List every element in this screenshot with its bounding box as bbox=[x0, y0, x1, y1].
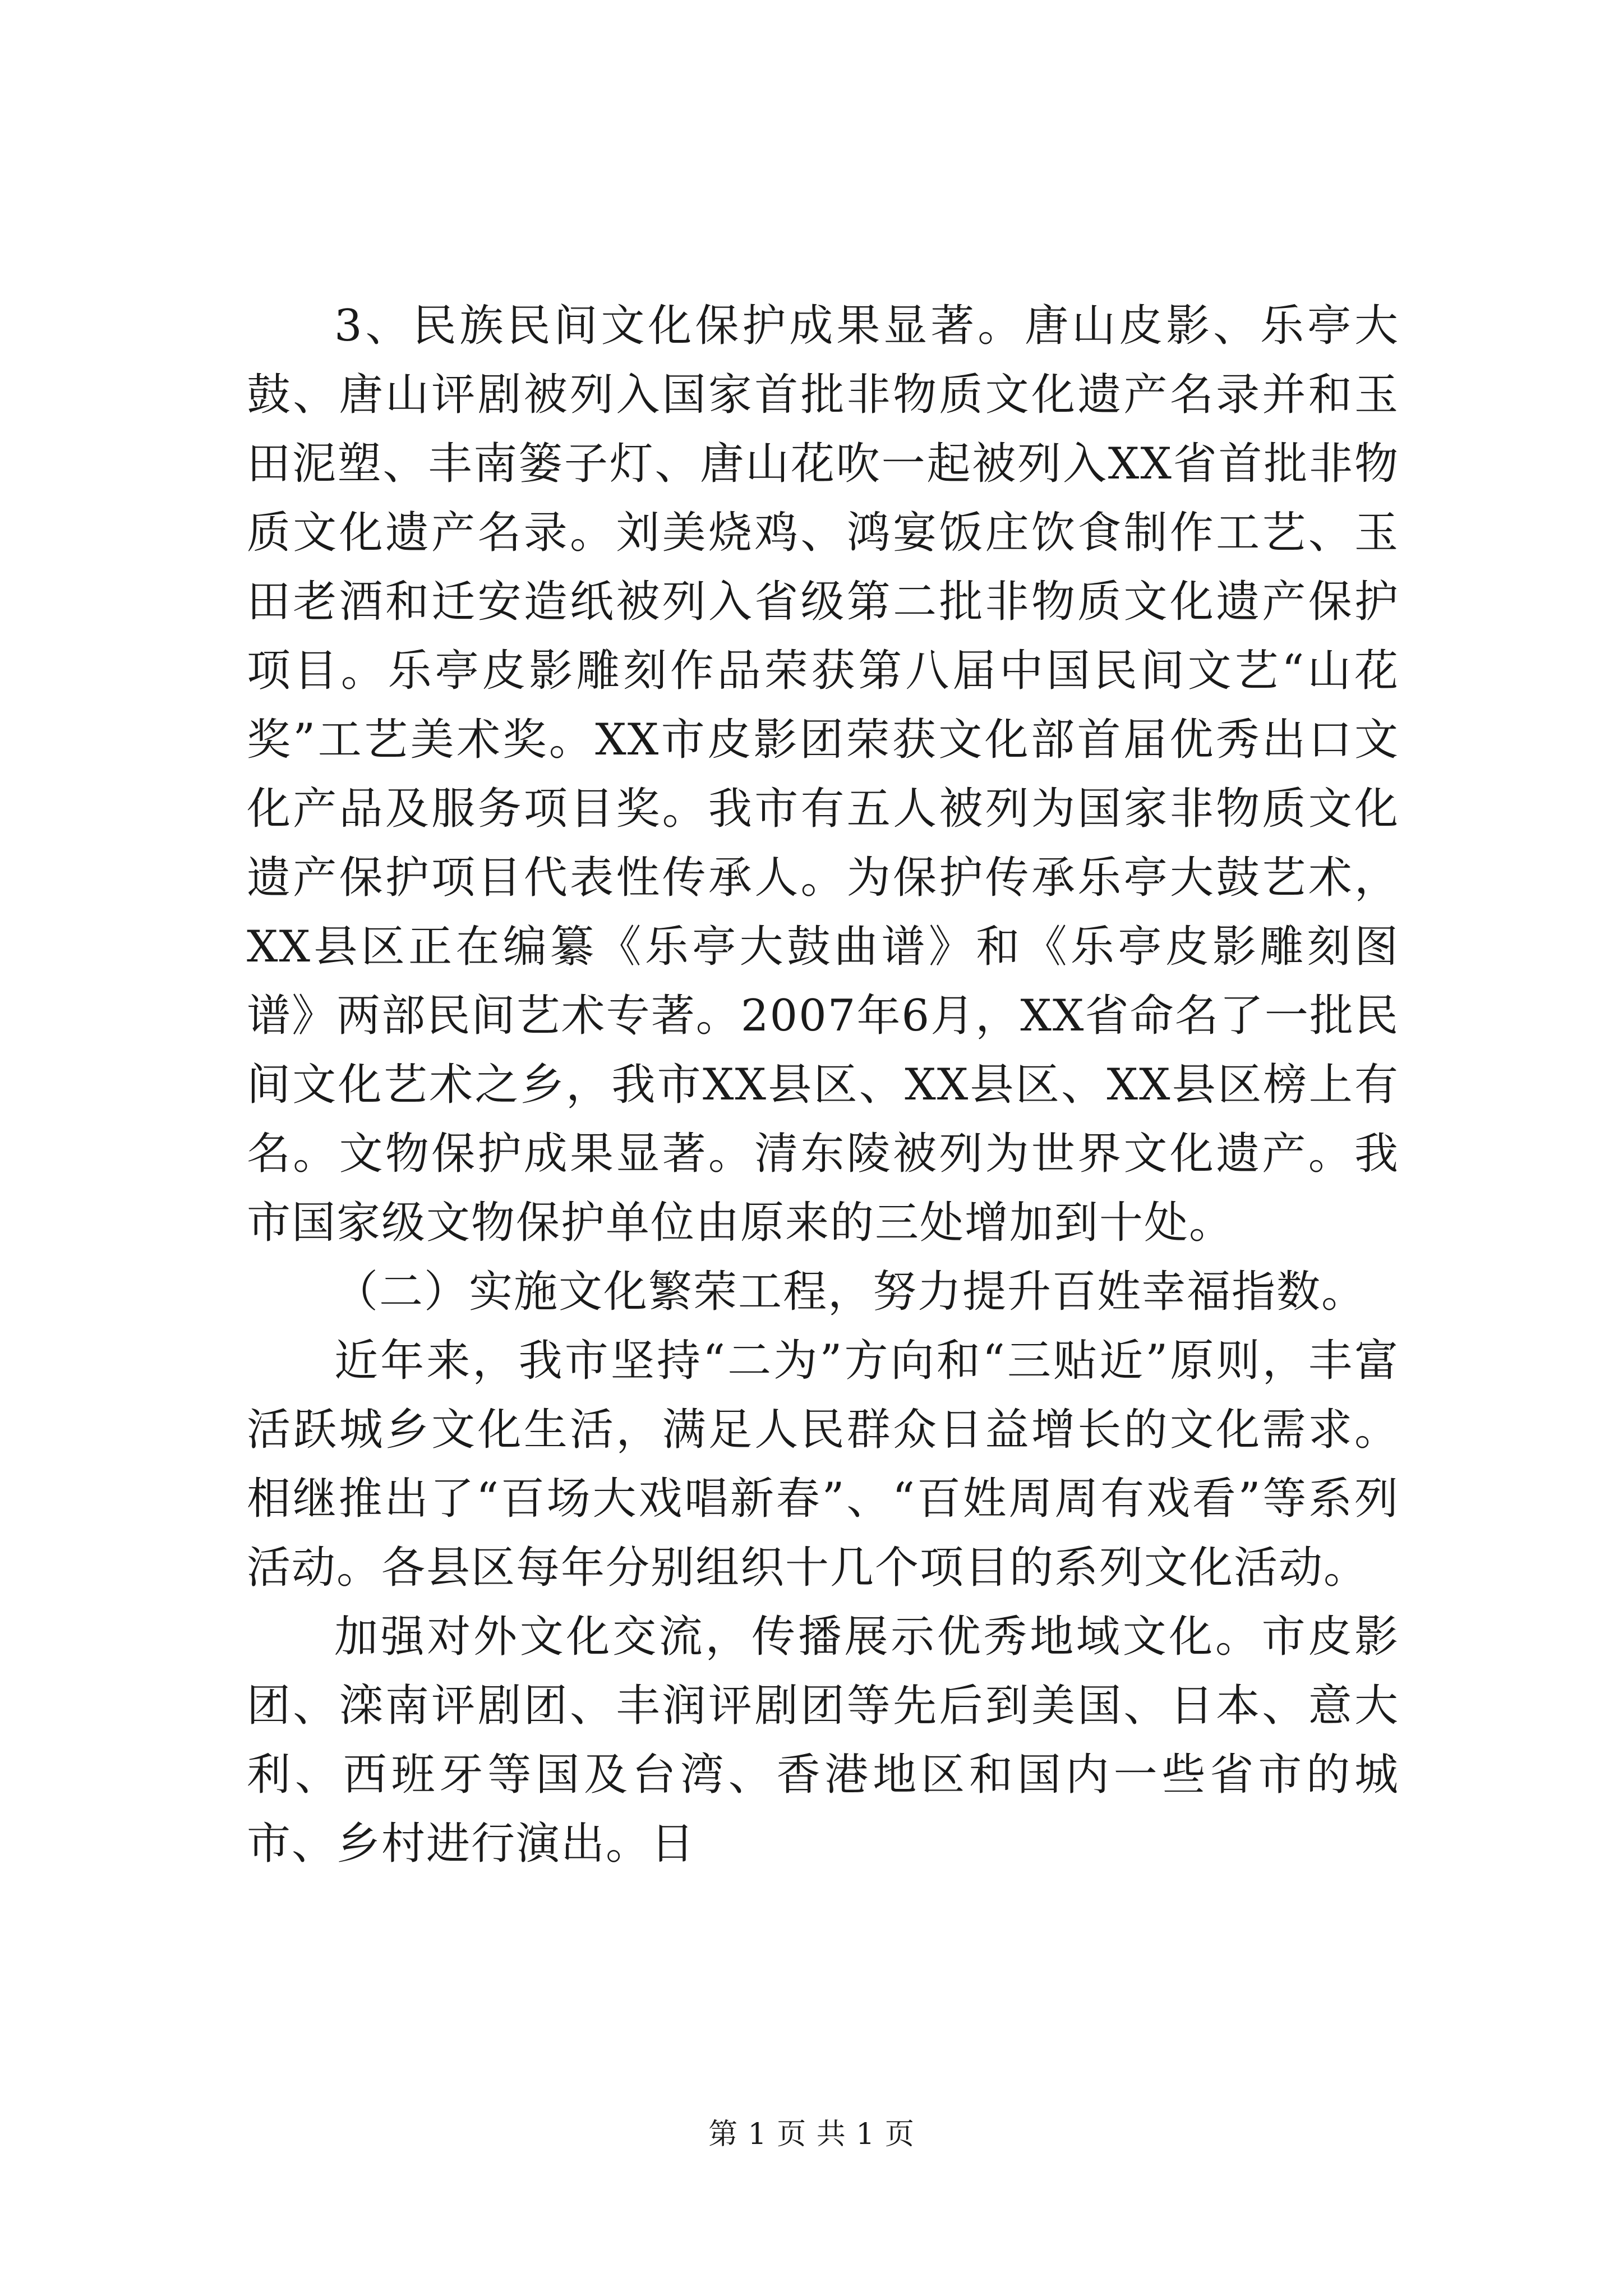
paragraph-cultural-activities: 近年来，我市坚持“二为”方向和“三贴近”原则，丰富活跃城乡文化生活，满足人民群众日益增长的文化需求。相继推出了“百场大戏唱新春”、“百姓周周有戏看”等系列活动。各县区每年分别组织十几个项目的系列文化活动。 bbox=[247, 1336, 1399, 1593]
document-body bbox=[247, 292, 1399, 1879]
paragraph-cultural-exchange: 加强对外文化交流，传播展示优秀地域文化。市皮影团、滦南评剧团、丰润评剧团等先后到美国、日本、意大利、西班牙等国及台湾、香港地区和国内一些省市的城市、乡村进行演出。日 bbox=[247, 1612, 1399, 1869]
paragraph-folk-culture: 3、民族民间文化保护成果显著。唐山皮影、乐亭大鼓、唐山评剧被列入国家首批非物质文化遗产名录并和玉田泥塑、丰南篓子灯、唐山花吹一起被列入XX省首批非物质文化遗产名录。刘美烧鸡、鸿宴饭庄饮食制作工艺、玉田老酒和迁安造纸被列入省级第二批非物质文化遗产保护项目。乐亭皮影雕刻作品荣获第八届中国民间文艺“山花奖”工艺美术奖。XX市皮影团荣获文化部首届优秀出口文化产品及服务项目奖。我市有五人被列为国家非物质文化遗产保护项目代表性传承人。为保护传承乐亭大鼓艺术，XX县区正在编纂《乐亭大鼓曲谱》和《乐亭皮影雕刻图谱》两部民间艺术专著。2007年6月，XX省命名了一批民间文化艺术之乡，我市XX县区、XX县区、XX县区榜上有名。文物保护成果显著。清东陵被列为世界文化遗产。我市国家级文物保护单位由原来的三处增加到十处。 bbox=[247, 301, 1399, 1248]
paragraph-section-heading: （二）实施文化繁荣工程，努力提升百姓幸福指数。 bbox=[334, 1267, 1367, 1317]
page-footer: 第 1 页 共 1 页 bbox=[708, 2118, 915, 2151]
